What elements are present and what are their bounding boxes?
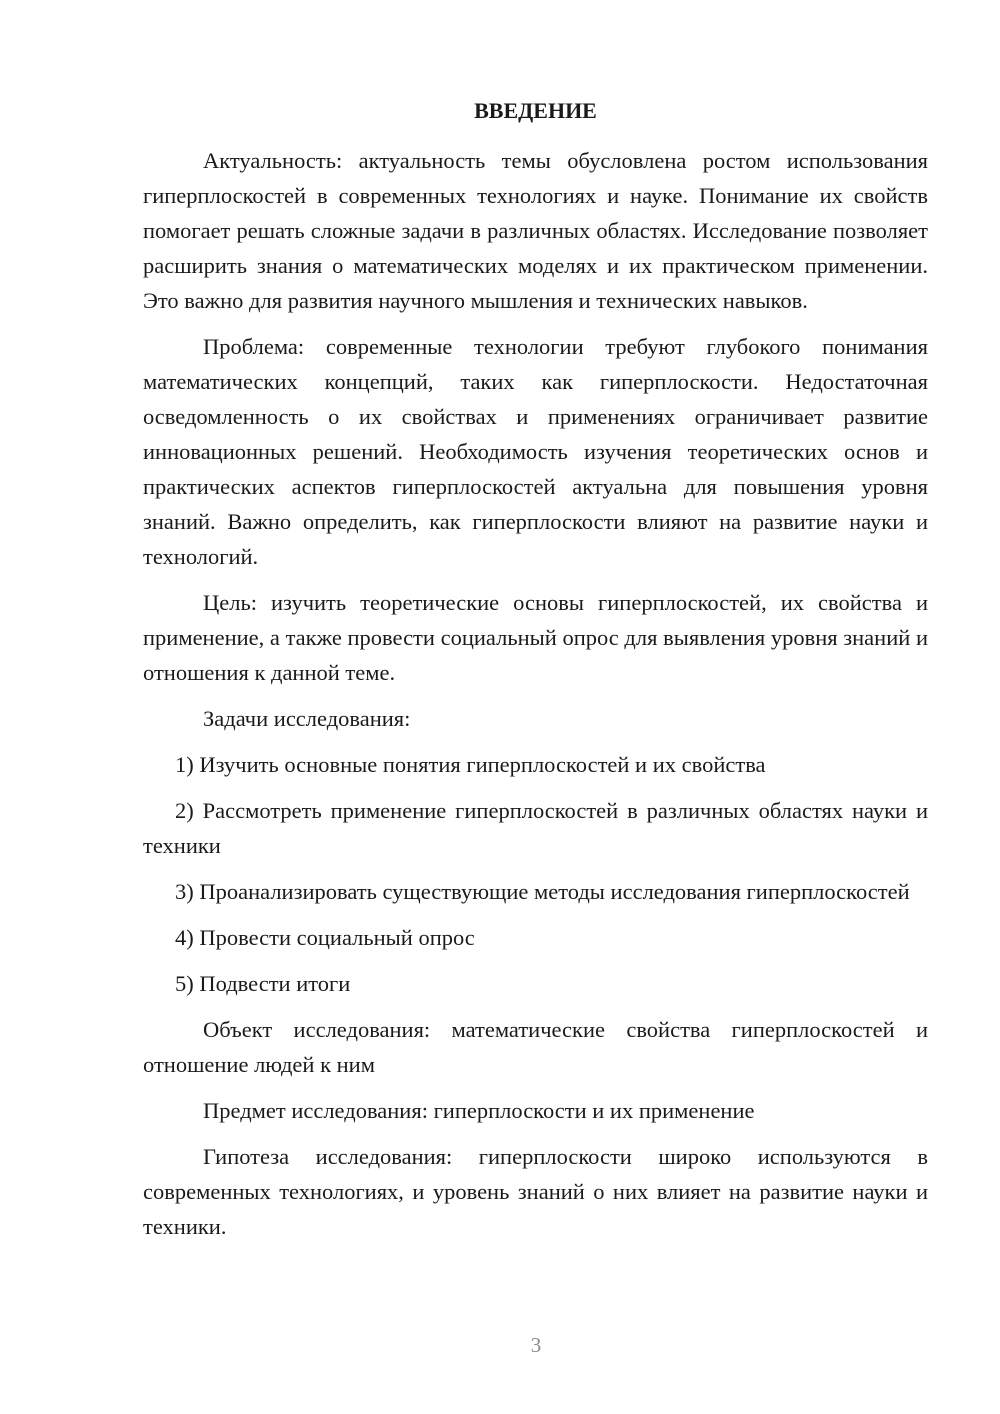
paragraph-problem: Проблема: современные технологии требуют глубокого понимания математических концепций, таких как гиперплоскости. Недостаточная осведомленность о их свойствах и применениях ограничивает развитие инновационных решений. Необходимость изучения теоретических основ и практических аспектов гиперплоскостей актуальна для повышения уровня знаний. Важно определить, как гиперплоскости влияют на развитие науки и технологий. xyxy=(143,334,928,569)
paragraph-relevance: Актуальность: актуальность темы обусловлена ростом использования гиперплоскостей в современных технологиях и науке. Понимание их свойств помогает решать сложные задачи в различных областях. Исследование позволяет расширить знания о математических моделях и их практическом применении. Это важно для развития научного мышления и технических навыков. xyxy=(143,148,928,313)
page-title: ВВЕДЕНИЕ xyxy=(474,98,597,123)
paragraph-subject: Предмет исследования: гиперплоскости и их применение xyxy=(203,1098,755,1123)
paragraph-goal: Цель: изучить теоретические основы гиперплоскостей, их свойства и применение, а также провести социальный опрос для выявления уровня знаний и отношения к данной теме. xyxy=(143,590,928,685)
task-item-3: 3) Проанализировать существующие методы исследования гиперплоскостей xyxy=(175,879,910,904)
paragraph-object: Объект исследования: математические свойства гиперплоскостей и отношение людей к ним xyxy=(143,1017,928,1077)
tasks-heading: Задачи исследования: xyxy=(203,706,411,731)
task-item-4: 4) Провести социальный опрос xyxy=(175,925,475,950)
paragraph-hypothesis: Гипотеза исследования: гиперплоскости широко используются в современных технологиях, и уровень знаний о них влияет на развитие науки и техники. xyxy=(143,1144,928,1239)
task-item-1: 1) Изучить основные понятия гиперплоскостей и их свойства xyxy=(175,752,766,777)
document-page xyxy=(143,95,928,1255)
task-item-2: 2) Рассмотреть применение гиперплоскостей в различных областях науки и техники xyxy=(143,798,928,858)
page-number: 3 xyxy=(530,1333,542,1357)
task-item-5: 5) Подвести итоги xyxy=(175,971,351,996)
